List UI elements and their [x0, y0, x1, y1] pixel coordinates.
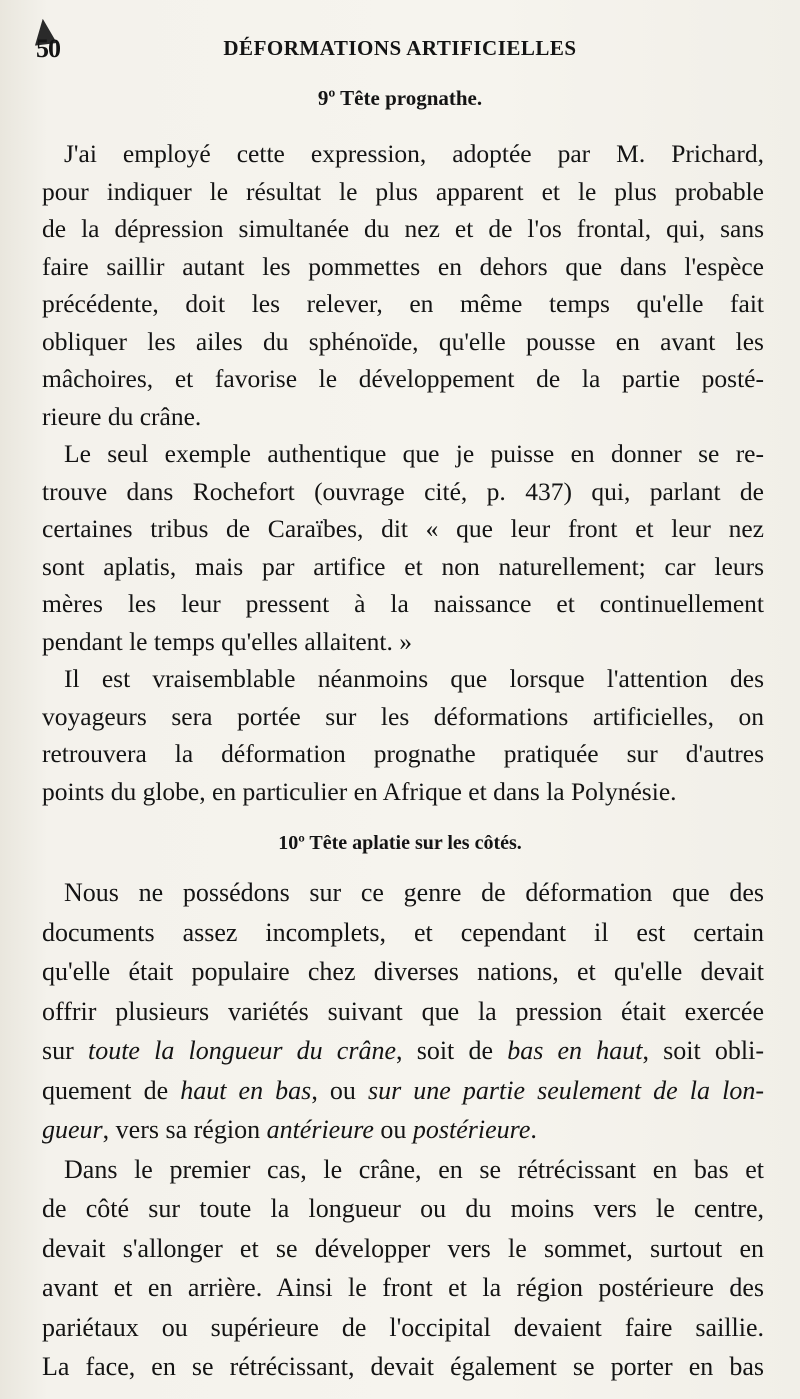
section-10-body [42, 873, 764, 1387]
italic-run: bas en haut [507, 1036, 643, 1065]
text-line: offrir plusieurs variétés suivant que la pression était exercée [42, 996, 764, 1026]
text-line: de la dépression simultanée du nez et de l'os frontal, qui, sans [42, 214, 764, 243]
text-line: documents assez incomplets, et cependant il est certain [42, 917, 764, 947]
text-line [42, 1071, 764, 1111]
section-title-9: 9º Tête prognathe. [317, 86, 483, 110]
italic-run: toute la longueur du crâne [87, 1036, 397, 1065]
text-run: , ou [311, 1075, 368, 1105]
text-line: J'ai employé cette expression, adoptée par M. Prichard, [64, 139, 764, 168]
text-run: . [530, 1115, 537, 1144]
text-line: faire saillir autant les pommettes en dehors que dans l'espèce [42, 251, 764, 281]
running-title: DÉFORMATIONS ARTIFICIELLES [223, 36, 577, 60]
italic-run: antérieure [266, 1115, 374, 1144]
text-line [42, 1031, 764, 1071]
section-9-body [42, 135, 764, 810]
text-run: sur [42, 1036, 88, 1065]
text-line: mâchoires, et favorise le développement de la partie posté- [42, 364, 764, 393]
text-line: certaines tribus de Caraïbes, dit « que leur front et leur nez [42, 514, 764, 543]
text-line: pariétaux ou supérieure de l'occipital devaient faire saillie. [42, 1312, 764, 1342]
text-line: Il est vraisemblable néanmoins que lorsque l'attention des [64, 664, 764, 693]
text-line: Le seul exemple authentique que je puisse en donner se re- [64, 439, 764, 468]
text-line: obliquer les ailes du sphénoïde, qu'elle pousse en avant les [42, 326, 764, 356]
text-line: rieure du crâne. [42, 401, 202, 431]
italic-run: haut en bas [180, 1075, 312, 1105]
text-line: mères les leur pressent à la naissance et continuellement [42, 589, 764, 618]
text-line: devait s'allonger et se développer vers le sommet, surtout en [42, 1233, 764, 1263]
italic-run: postérieure [412, 1115, 531, 1144]
text-line [42, 1110, 764, 1150]
text-line: de côté sur toute la longueur ou du moins vers le centre, [42, 1194, 764, 1223]
text-line: pendant le temps qu'elles allaitent. » [42, 626, 412, 656]
text-line: points du globe, en particulier en Afrique et dans la Polynésie. [42, 776, 677, 806]
text-line: qu'elle était populaire chez diverses nations, et qu'elle devait [42, 957, 764, 986]
text-line: voyageurs sera portée sur les déformations artificielles, on [42, 701, 764, 731]
italic-run: sur une partie seulement de la lon- [367, 1075, 764, 1105]
text-line: La face, en se rétrécissant, devait également se porter en bas [42, 1352, 764, 1381]
text-line: Dans le premier cas, le crâne, en se rétrécissant en bas et [64, 1154, 764, 1184]
page-number: 50 [36, 34, 60, 63]
text-run: , vers sa région [102, 1115, 267, 1144]
text-line: Nous ne possédons sur ce genre de déformation que des [64, 878, 764, 907]
text-run: ou [373, 1115, 413, 1144]
text-line: retrouvera la déformation prognathe pratiquée sur d'autres [42, 739, 764, 768]
italic-run: gueur [42, 1115, 103, 1144]
text-run: , soit de [396, 1036, 508, 1065]
text-line: précédente, doit les relever, en même temps qu'elle fait [42, 289, 764, 318]
text-run: quement de [42, 1075, 181, 1105]
text-line: avant et en arrière. Ainsi le front et la région postérieure des [42, 1273, 764, 1302]
page-header [36, 34, 764, 64]
text-line: pour indiquer le résultat le plus apparent et le plus probable [42, 176, 764, 206]
text-line: sont aplatis, mais par artifice et non naturellement; car leurs [42, 551, 764, 581]
text-run: , soit obli- [642, 1036, 764, 1065]
text-line: trouve dans Rochefort (ouvrage cité, p. 437) qui, parlant de [42, 476, 764, 506]
section-title-10: 10º Tête aplatie sur les côtés. [278, 832, 522, 854]
